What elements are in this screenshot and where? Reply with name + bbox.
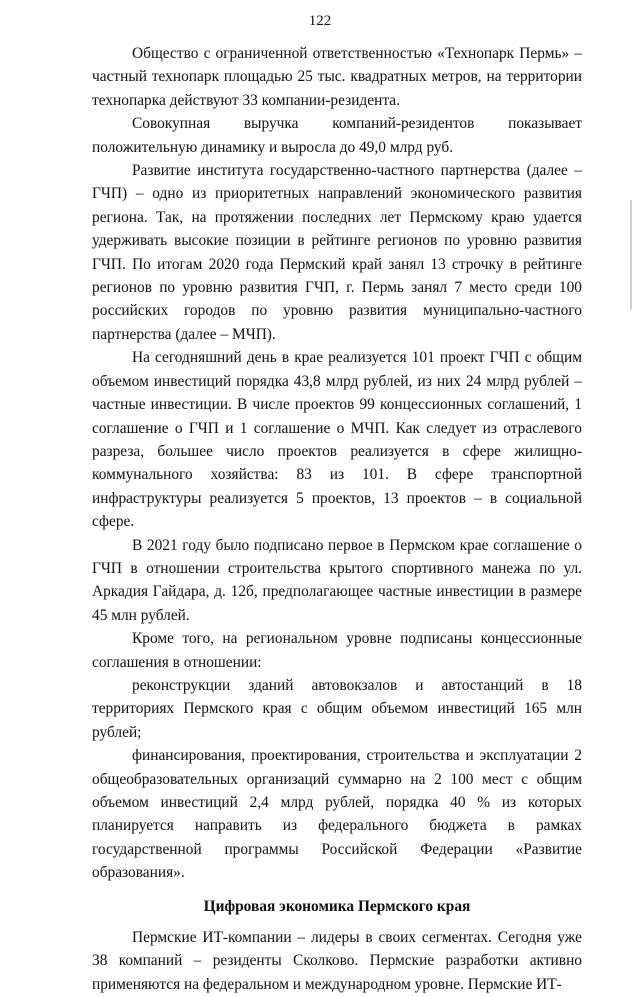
paragraph-technopark: Общество с ограниченной ответственностью «Технопарк Пермь» – частный технопарк площадью 25 тыс. квадратных метров, на территории технопарка действуют 33 компании-резидента. bbox=[92, 45, 582, 109]
scan-edge-mark bbox=[630, 200, 632, 310]
paragraph-2021-agreement: В 2021 году было подписано первое в Пермском крае соглашение о ГЧП в отношении строительства крытого спортивного манежа по ул. Аркадия Гайдара, д. 12б, предполагающее частные инвестиции в размере 45 млн рублей. bbox=[92, 536, 582, 624]
paragraph-ppp-projects: На сегодняшний день в крае реализуется 101 проект ГЧП с общим объемом инвестиций порядка 43,8 млрд рублей, из них 24 млрд рублей – частные инвестиции. В числе проектов 99 концессионных соглашений, 1 соглашение о ГЧП и 1 соглашение о МЧП. Как следует из отраслевого разреза, большее число проектов реализуется в сфере жилищно-коммунального хозяйства: 83 из 101. В сфере транспортной инфраструктуры реализуется 5 проектов, 13 проектов – в социальной сфере. bbox=[92, 349, 582, 531]
paragraph-concessions-intro: Кроме того, на региональном уровне подписаны концессионные соглашения в отношении: bbox=[92, 630, 582, 671]
paragraph-ppp-development: Развитие института государственно-частного партнерства (далее – ГЧП) – одно из приоритетных направлений экономического развития региона. Так, на протяжении последних лет Пермскому краю удается удерживать высокие позиции в рейтинге регионов по уровню развития ГЧП. По итогам 2020 года Пермский край занял 13 строчку в рейтинге регионов по уровню развития ГЧП, г. Пермь занял 7 место среди 100 российских городов по уровню развития муниципально-частного партнерства (далее – МЧП). bbox=[92, 162, 582, 343]
paragraph-it-companies: Пермские ИТ-компании – лидеры в своих сегментах. Сегодня уже 38 компаний – резиденты Сколково. Пермские разработки активно применяются на федеральном и международном уровне. Пермские ИТ- bbox=[92, 929, 582, 993]
section-heading: Цифровая экономика Пермского края bbox=[203, 897, 471, 915]
paragraph-schools: финансирования, проектирования, строительства и эксплуатации 2 общеобразовательных организаций суммарно на 2 100 мест с общим объемом инвестиций 2,4 млрд рублей, порядка 40 % из которых планируется направить из федерального бюджета в рамках государственной программы Российской Федерации «Развитие образования». bbox=[92, 747, 582, 882]
page-number: 122 bbox=[308, 13, 332, 29]
paragraph-revenue: Совокупная выручка компаний-резидентов показывает положительную динамику и выросла до 49,0 млрд руб. bbox=[92, 115, 582, 156]
paragraph-bus-stations: реконструкции зданий автовокзалов и автостанций в 18 территориях Пермского края с общим объемом инвестиций 165 млн рублей; bbox=[92, 676, 582, 741]
document-body bbox=[92, 42, 582, 996]
